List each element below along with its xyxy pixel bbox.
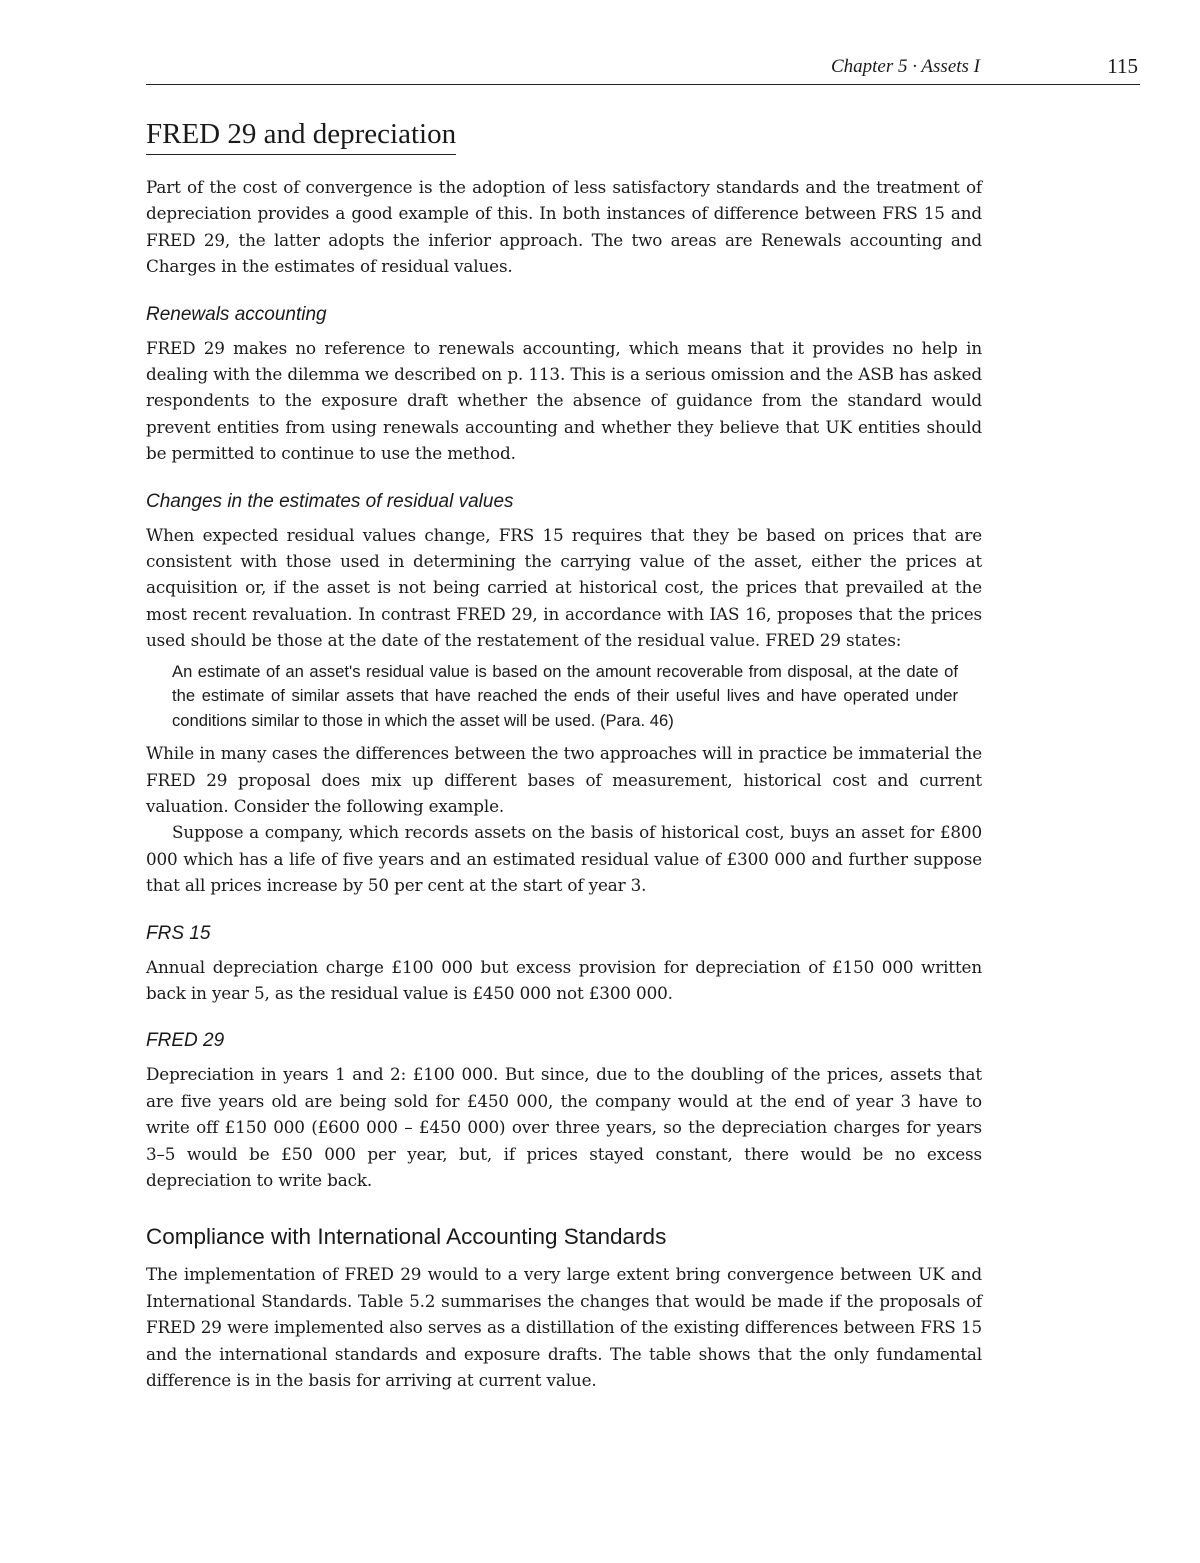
renewals-heading: Renewals accounting: [146, 303, 327, 325]
residual-heading: Changes in the estimates of residual values: [146, 490, 514, 512]
running-head: [146, 54, 1140, 85]
fred29-quote: An estimate of an asset's residual value is based on the amount recoverable from disposal, at the date of the estimate of similar assets that have reached the ends of their useful lives and have operated under conditions similar to those in which the asset will be used. (Para. 46): [172, 661, 958, 730]
fred29-heading: FRED 29: [146, 1030, 225, 1052]
frs15-heading: FRS 15: [146, 922, 211, 944]
frs15-paragraph: Annual depreciation charge £100 000 but excess provision for depreciation of £150 000 written back in year 5, as the residual value is £450 000 not £300 000.: [146, 956, 982, 1004]
fred29-paragraph: Depreciation in years 1 and 2: £100 000. But since, due to the doubling of the prices, assets that are five years old are being sold for £450 000, the company would at the end of year 3 have to write off £150 000 (£600 000 – £450 000) over three years, so the depreciation charges for years 3–5 would be £50 000 per year, but, if prices stayed constant, there would be no excess depreciation to write back.: [146, 1064, 982, 1191]
example-paragraph: Suppose a company, which records assets on the basis of historical cost, buys an asset for £800 000 which has a life of five years and an estimated residual value of £300 000 and further suppose that all prices increase by 50 per cent at the start of year 3.: [146, 822, 982, 896]
residual-paragraph: When expected residual values change, FRS 15 requires that they be based on prices that are consistent with those used in determining the carrying value of the asset, either the prices at acquisition or, if the asset is not being carried at historical cost, the prices that prevailed at the most recent revaluation. In contrast FRED 29, in accordance with IAS 16, proposes that the prices used should be those at the date of the restatement of the residual value. FRED 29 states:: [146, 524, 982, 651]
intro-paragraph: Part of the cost of convergence is the adoption of less satisfactory standards and the treatment of depreciation provides a good example of this. In both instances of difference between FRS 15 and FRED 29, the latter adopts the inferior approach. The two areas are Renewals accounting and Charges in the estimates of residual values.: [146, 177, 982, 277]
section-title: FRED 29 and depreciation: [146, 117, 456, 155]
renewals-paragraph: FRED 29 makes no reference to renewals accounting, which means that it provides no help in dealing with the dilemma we described on p. 113. This is a serious omission and the ASB has asked respondents to the exposure draft whether the absence of guidance from the standard would prevent entities from using renewals accounting and whether they believe that UK entities should be permitted to continue to use the method.: [146, 337, 982, 464]
compliance-heading: Compliance with International Accounting Standards: [146, 1224, 667, 1250]
page-content: [146, 117, 982, 1394]
running-head-chapter: Chapter 5 · Assets I: [830, 56, 980, 77]
after-quote-paragraph: While in many cases the differences between the two approaches will in practice be immaterial the FRED 29 proposal does mix up different bases of measurement, historical cost and current valuation. Consider the following example.: [146, 743, 982, 816]
page-number: 115: [1107, 54, 1138, 78]
compliance-paragraph: The implementation of FRED 29 would to a very large extent bring convergence between UK and International Standards. Table 5.2 summarises the changes that would be made if the proposals of FRED 29 were implemented also serves as a distillation of the existing differences between FRS 15 and the international standards and exposure drafts. The table shows that the only fundamental difference is in the basis for arriving at current value.: [146, 1264, 982, 1391]
